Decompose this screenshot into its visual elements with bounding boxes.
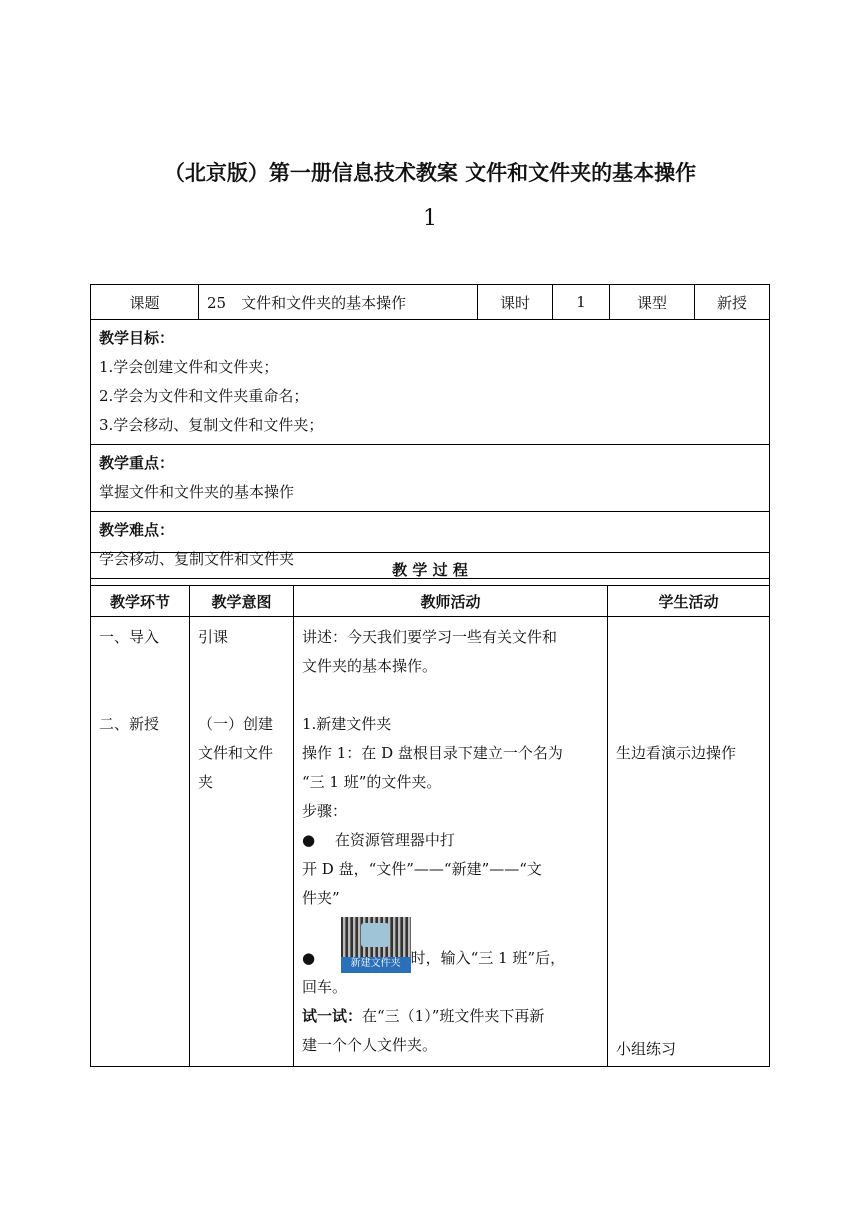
new-folder-icon	[341, 917, 411, 973]
stage-intro: 一、导入	[99, 628, 160, 646]
student-activity-2: 小组练习	[616, 1040, 677, 1058]
column-header: 学生活动	[608, 586, 770, 617]
teacher-bullet2	[302, 917, 599, 973]
try-label: 试一试：	[302, 1007, 363, 1025]
goals-section	[91, 320, 770, 445]
hours-label: 课时	[478, 285, 553, 320]
intent-new-c: 夹	[198, 773, 214, 791]
folder-icon	[361, 923, 389, 947]
teacher-op1b: “三 1 班”的文件夹。	[302, 773, 442, 791]
goal-item: 2.学会为文件和文件夹重命名；	[99, 387, 309, 405]
hours-value: 1	[553, 285, 610, 320]
student-cell	[608, 617, 770, 1067]
stage-new: 二、新授	[99, 715, 160, 733]
doc-title: （北京版）第一册信息技术教案 文件和文件夹的基本操作	[163, 161, 697, 185]
difficult-heading: 教学难点：	[99, 521, 175, 539]
teacher-try-b: 建一个个人文件夹。	[302, 1036, 438, 1054]
column-header: 教学意图	[190, 586, 294, 617]
teacher-bullet1a: ● 在资源管理器中打	[302, 831, 455, 849]
intent-new-b: 文件和文件	[198, 744, 274, 762]
type-value: 新授	[695, 285, 770, 320]
teacher-op1a: 操作 1：在 D 盘根目录下建立一个名为	[302, 744, 563, 762]
difficult-text: 学会移动、复制文件和文件夹	[99, 550, 295, 568]
teacher-bullet1b: 开 D 盘，“文件”——“新建”——“文	[302, 860, 542, 878]
column-header: 教学环节	[91, 586, 190, 617]
lesson-info-table	[90, 284, 770, 579]
column-header: 教师活动	[294, 586, 608, 617]
teacher-bullet2b: 回车。	[302, 978, 348, 996]
key-heading: 教学重点：	[99, 454, 175, 472]
topic-value: 25 文件和文件夹的基本操作	[199, 285, 478, 320]
process-heading: 教 学 过 程	[91, 553, 770, 586]
stage-cell	[91, 617, 190, 1067]
process-table	[90, 552, 770, 1067]
type-label: 课型	[610, 285, 695, 320]
teacher-bullet2a: 时，输入“三 1 班”后，	[410, 949, 566, 967]
goal-item: 1.学会创建文件和文件夹；	[99, 358, 279, 376]
teacher-sec1: 1.新建文件夹	[302, 715, 392, 733]
bullet-icon: ●	[302, 949, 316, 967]
teacher-intro-a: 讲述：今天我们要学习一些有关文件和	[302, 628, 558, 646]
goals-heading: 教学目标：	[99, 329, 175, 347]
key-section	[91, 445, 770, 512]
key-text: 掌握文件和文件夹的基本操作	[99, 483, 295, 501]
try-text-a: 在“三（1）”班文件夹下再新	[362, 1007, 545, 1025]
teacher-bullet1c: 件夹”	[302, 889, 340, 907]
teacher-try	[302, 1002, 599, 1031]
teacher-cell	[294, 617, 608, 1067]
student-activity-1: 生边看演示边操作	[616, 744, 737, 762]
topic-label: 课题	[91, 285, 199, 320]
teacher-intro-b: 文件夹的基本操作。	[302, 657, 438, 675]
intent-cell	[190, 617, 294, 1067]
goal-item: 3.学会移动、复制文件和文件夹；	[99, 416, 324, 434]
intent-new-a: （一）创建	[198, 715, 274, 733]
intent-intro: 引课	[198, 628, 229, 646]
doc-title-number: 1	[423, 206, 437, 231]
teacher-steps: 步骤：	[302, 802, 348, 820]
folder-caption: 新建文件夹	[341, 957, 411, 973]
